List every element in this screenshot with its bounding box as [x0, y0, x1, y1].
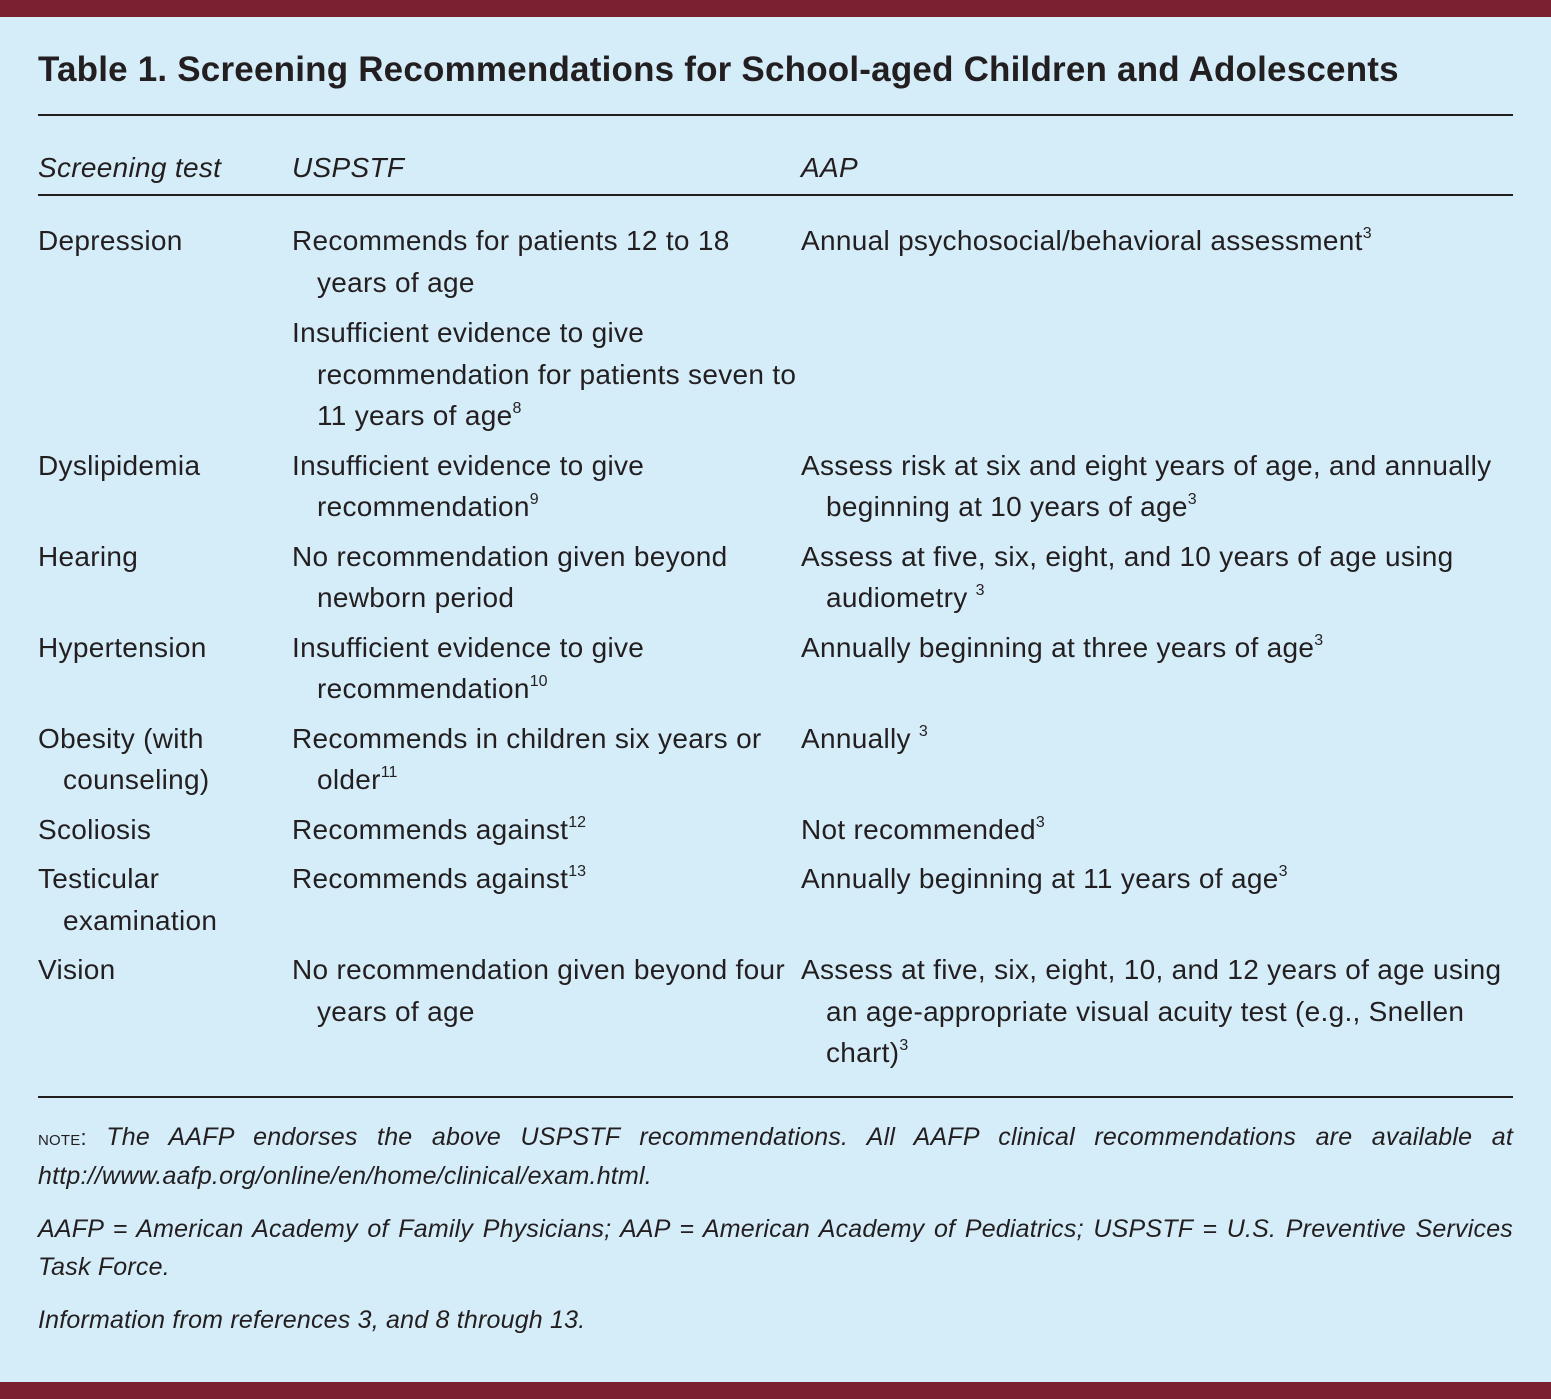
recommendation-text: Insufficient evidence to give recommendation — [292, 449, 645, 522]
reference-superscript: 8 — [512, 400, 522, 417]
reference-superscript: 3 — [1035, 813, 1045, 831]
table-row — [38, 858, 1513, 949]
test-name: Hearing — [38, 540, 139, 572]
reference-superscript: 3 — [1187, 491, 1197, 508]
test-name: Dyslipidemia — [38, 449, 201, 481]
cell-screening-test — [38, 536, 292, 627]
cell-uspstf — [292, 627, 801, 718]
reference-superscript: 10 — [529, 673, 548, 690]
column-header-aap: AAP — [801, 116, 1513, 195]
reference-superscript: 13 — [568, 863, 586, 880]
cell-aap — [801, 858, 1513, 949]
aap-recommendation — [801, 809, 1513, 851]
table-row — [38, 195, 1513, 445]
cell-uspstf — [292, 809, 801, 859]
cell-uspstf — [292, 718, 801, 809]
uspstf-recommendation — [292, 627, 801, 710]
cell-uspstf — [292, 949, 801, 1096]
recommendation-text: Recommends for patients 12 to 18 years of age — [292, 225, 730, 298]
uspstf-recommendation — [292, 536, 801, 619]
note-label: note: — [38, 1124, 87, 1150]
cell-screening-test — [38, 858, 292, 949]
test-name: Hypertension — [38, 631, 207, 663]
bottom-accent-bar — [0, 1382, 1551, 1399]
uspstf-recommendation — [292, 949, 801, 1032]
uspstf-recommendation — [292, 858, 801, 900]
recommendation-text: Recommends against — [292, 863, 569, 894]
reference-superscript: 3 — [1362, 225, 1372, 242]
header-row — [38, 116, 1513, 195]
table-panel — [38, 40, 1513, 1354]
cell-uspstf — [292, 195, 801, 445]
recommendation-text: Annually — [801, 722, 919, 754]
test-name: Obesity (with counseling) — [38, 722, 210, 795]
uspstf-recommendation — [292, 809, 801, 851]
recommendation-text: Insufficient evidence to give recommendation — [292, 631, 645, 704]
aap-recommendation — [801, 536, 1513, 619]
reference-superscript: 3 — [1278, 863, 1288, 880]
aap-recommendation — [801, 445, 1513, 528]
test-name: Testicular examination — [38, 863, 218, 936]
table-row — [38, 627, 1513, 718]
uspstf-recommendation — [292, 445, 801, 528]
reference-superscript: 3 — [918, 722, 928, 740]
cell-screening-test — [38, 718, 292, 809]
screening-table — [38, 116, 1513, 1096]
top-accent-bar — [0, 0, 1551, 17]
uspstf-recommendation — [292, 220, 801, 303]
aap-recommendation — [801, 949, 1513, 1074]
note-abbreviations: AAFP = American Academy of Family Physicians; AAP = American Academy of Pediatrics; USPSTF = U.S. Preventive Services Task Force. — [38, 1214, 1513, 1281]
note-source: Information from references 3, and 8 through 13. — [38, 1305, 586, 1334]
test-name: Vision — [38, 954, 116, 985]
cell-uspstf — [292, 445, 801, 536]
test-name: Depression — [38, 225, 183, 256]
recommendation-text: Insufficient evidence to give recommendation for patients seven to 11 years of age — [292, 317, 797, 431]
cell-screening-test — [38, 445, 292, 536]
cell-screening-test — [38, 949, 292, 1096]
table-row — [38, 445, 1513, 536]
table-row — [38, 536, 1513, 627]
cell-screening-test — [38, 627, 292, 718]
test-name: Scoliosis — [38, 813, 152, 845]
aap-recommendation — [801, 858, 1513, 900]
recommendation-text: Not recommended — [801, 813, 1036, 845]
table-notes — [38, 1096, 1513, 1339]
reference-superscript: 3 — [899, 1037, 909, 1054]
cell-aap — [801, 195, 1513, 445]
recommendation-text: Recommends in children six years or older — [292, 722, 762, 795]
note-endorsement — [38, 1118, 1513, 1195]
recommendation-text: Annual psychosocial/behavioral assessment — [801, 225, 1363, 256]
table-row — [38, 809, 1513, 859]
cell-screening-test — [38, 195, 292, 445]
table-row — [38, 949, 1513, 1096]
column-header-uspstf: USPSTF — [292, 116, 801, 195]
table-title: Table 1. Screening Recommendations for School-aged Children and Adolescents — [38, 40, 1513, 116]
recommendation-text: Annually beginning at 11 years of age — [801, 863, 1279, 894]
recommendation-text: Assess at five, six, eight, and 10 years of age using audiometry — [801, 540, 1454, 613]
uspstf-recommendation — [292, 718, 801, 801]
cell-aap — [801, 949, 1513, 1096]
cell-aap — [801, 809, 1513, 859]
recommendation-text: No recommendation given beyond newborn period — [292, 540, 728, 613]
cell-uspstf — [292, 858, 801, 949]
cell-aap — [801, 718, 1513, 809]
cell-aap — [801, 627, 1513, 718]
cell-screening-test — [38, 809, 292, 859]
reference-superscript: 11 — [380, 764, 398, 781]
aap-recommendation — [801, 627, 1513, 669]
cell-uspstf — [292, 536, 801, 627]
uspstf-recommendation — [292, 312, 801, 437]
recommendation-text: Assess risk at six and eight years of age, and annually beginning at 10 years of age — [801, 449, 1492, 522]
cell-aap — [801, 445, 1513, 536]
note-text: The AAFP endorses the above USPSTF recommendations. All AAFP clinical recommendations are available at http://www.aafp.org/online/en/home/clinical/exam.html. — [38, 1122, 1513, 1190]
reference-superscript: 3 — [1314, 631, 1324, 649]
reference-superscript: 9 — [529, 491, 539, 508]
recommendation-text: Annually beginning at three years of age — [801, 631, 1315, 663]
recommendation-text: No recommendation given beyond four years of age — [292, 954, 786, 1027]
aap-recommendation — [801, 718, 1513, 760]
table-row — [38, 718, 1513, 809]
recommendation-text: Recommends against — [292, 813, 569, 845]
recommendation-text: Assess at five, six, eight, 10, and 12 years of age using an age-appropriate visual acuity test (e.g., Snellen chart) — [801, 954, 1502, 1068]
reference-superscript: 12 — [568, 813, 586, 831]
reference-superscript: 3 — [975, 582, 985, 599]
column-header-test: Screening test — [38, 116, 292, 195]
cell-aap — [801, 536, 1513, 627]
aap-recommendation — [801, 220, 1513, 262]
